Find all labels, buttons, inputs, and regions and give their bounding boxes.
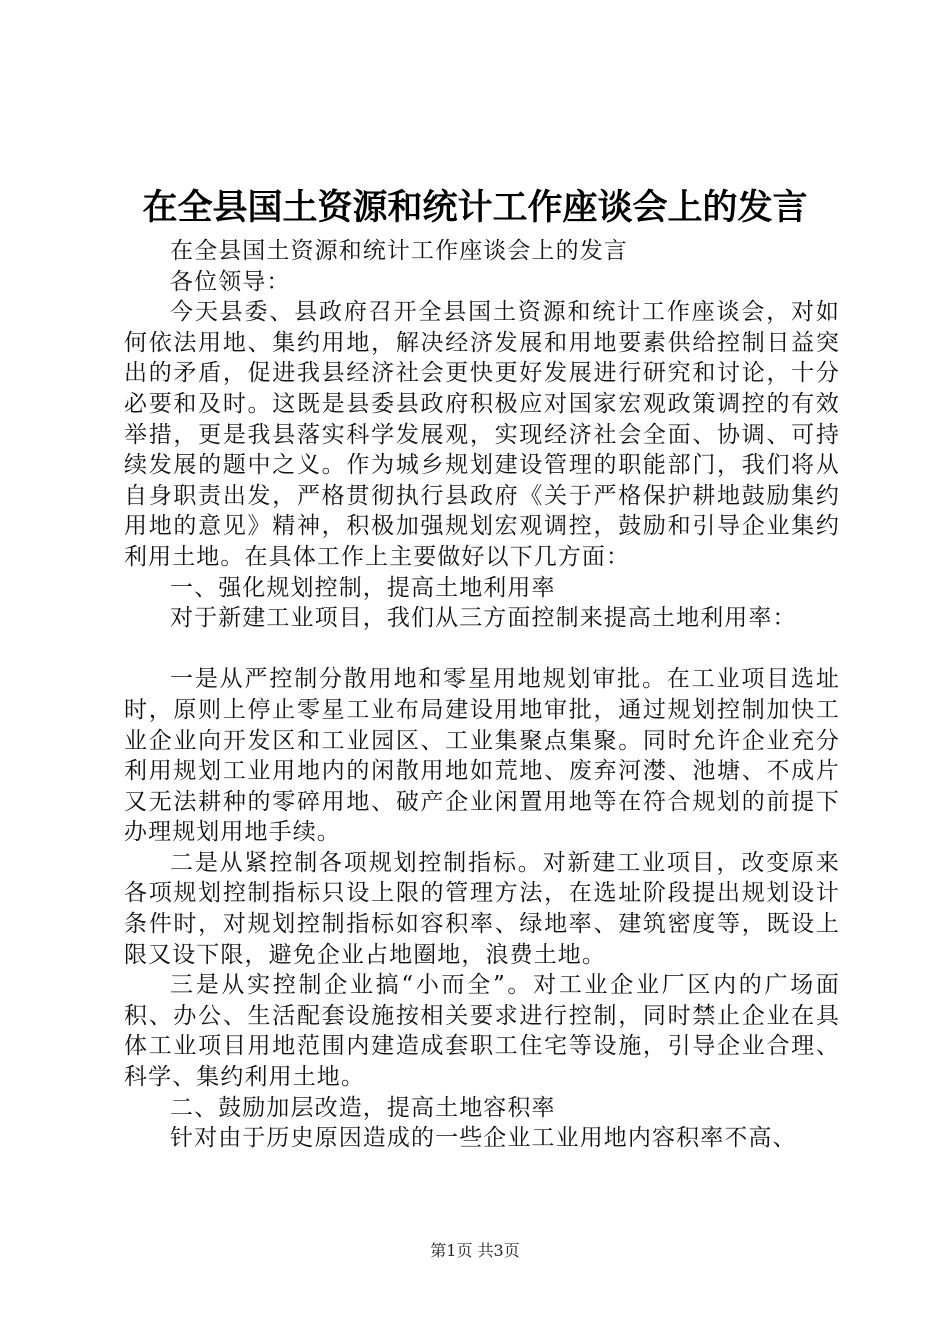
document-body	[124, 236, 840, 1154]
paragraph-salutation: 各位领导：	[170, 268, 291, 295]
paragraph-point-3: 三是从实控制企业搞“小而全”。对工业企业厂区内的广场面积、办公、生活配套设施按相关要求进行控制，同时禁止企业在具体工业项目用地范围内建造成套职工住宅等设施，引导企业合理、科学、集约利用土地。	[124, 972, 840, 1091]
paragraph-point-2: 二是从紧控制各项规划控制指标。对新建工业项目，改变原来各项规划控制指标只设上限的管理方法，在选址阶段提出规划设计条件时，对规划控制指标如容积率、绿地率、建筑密度等，既设上限又设下限，避免企业占地圈地，浪费土地。	[124, 849, 840, 968]
page-footer: 第1页 共3页	[430, 1241, 520, 1260]
section-heading-2: 二、鼓励加层改造，提高土地容积率	[170, 1094, 556, 1121]
blank-line	[124, 634, 840, 665]
paragraph-point-1: 一是从严控制分散用地和零星用地规划审批。在工业项目选址时，原则上停止零星工业布局建设用地审批，通过规划控制加快工业企业向开发区和工业园区、工业集聚点集聚。同时允许企业充分利用规划工业用地内的闲散用地如荒地、废弃河漤、池塘、不成片又无法耕种的零碎用地、破产企业闲置用地等在符合规划的前提下办理规划用地手续。	[124, 666, 840, 846]
paragraph-subtitle: 在全县国土资源和统计工作座谈会上的发言	[170, 238, 628, 264]
section-heading-1: 一、强化规划控制，提高土地利用率	[170, 574, 556, 601]
paragraph-intro: 今天县委、县政府召开全县国土资源和统计工作座谈会，对如何依法用地、集约用地，解决经济发展和用地要素供给控制日益突出的矛盾，促进我县经济社会更快更好发展进行研究和讨论，十分必要和及时。这既是县委县政府积极应对国家宏观政策调控的有效举措，更是我县落实科学发展观，实现经济社会全面、协调、可持续发展的题中之义。作为城乡规划建设管理的职能部门，我们将从自身职责出发，严格贯彻执行县政府《关于严格保护耕地鼓励集约用地的意见》精神，积极加强规划宏观调控，鼓励和引导企业集约利用土地。在具体工作上主要做好以下几方面：	[124, 299, 840, 570]
document-title: 在全县国土资源和统计工作座谈会上的发言	[142, 187, 808, 228]
paragraph-section-1-lead: 对于新建工业项目，我们从三方面控制来提高土地利用率：	[170, 605, 797, 632]
paragraph-section-2-lead: 针对由于历史原因造成的一些企业工业用地内容积率不高、	[170, 1125, 797, 1152]
